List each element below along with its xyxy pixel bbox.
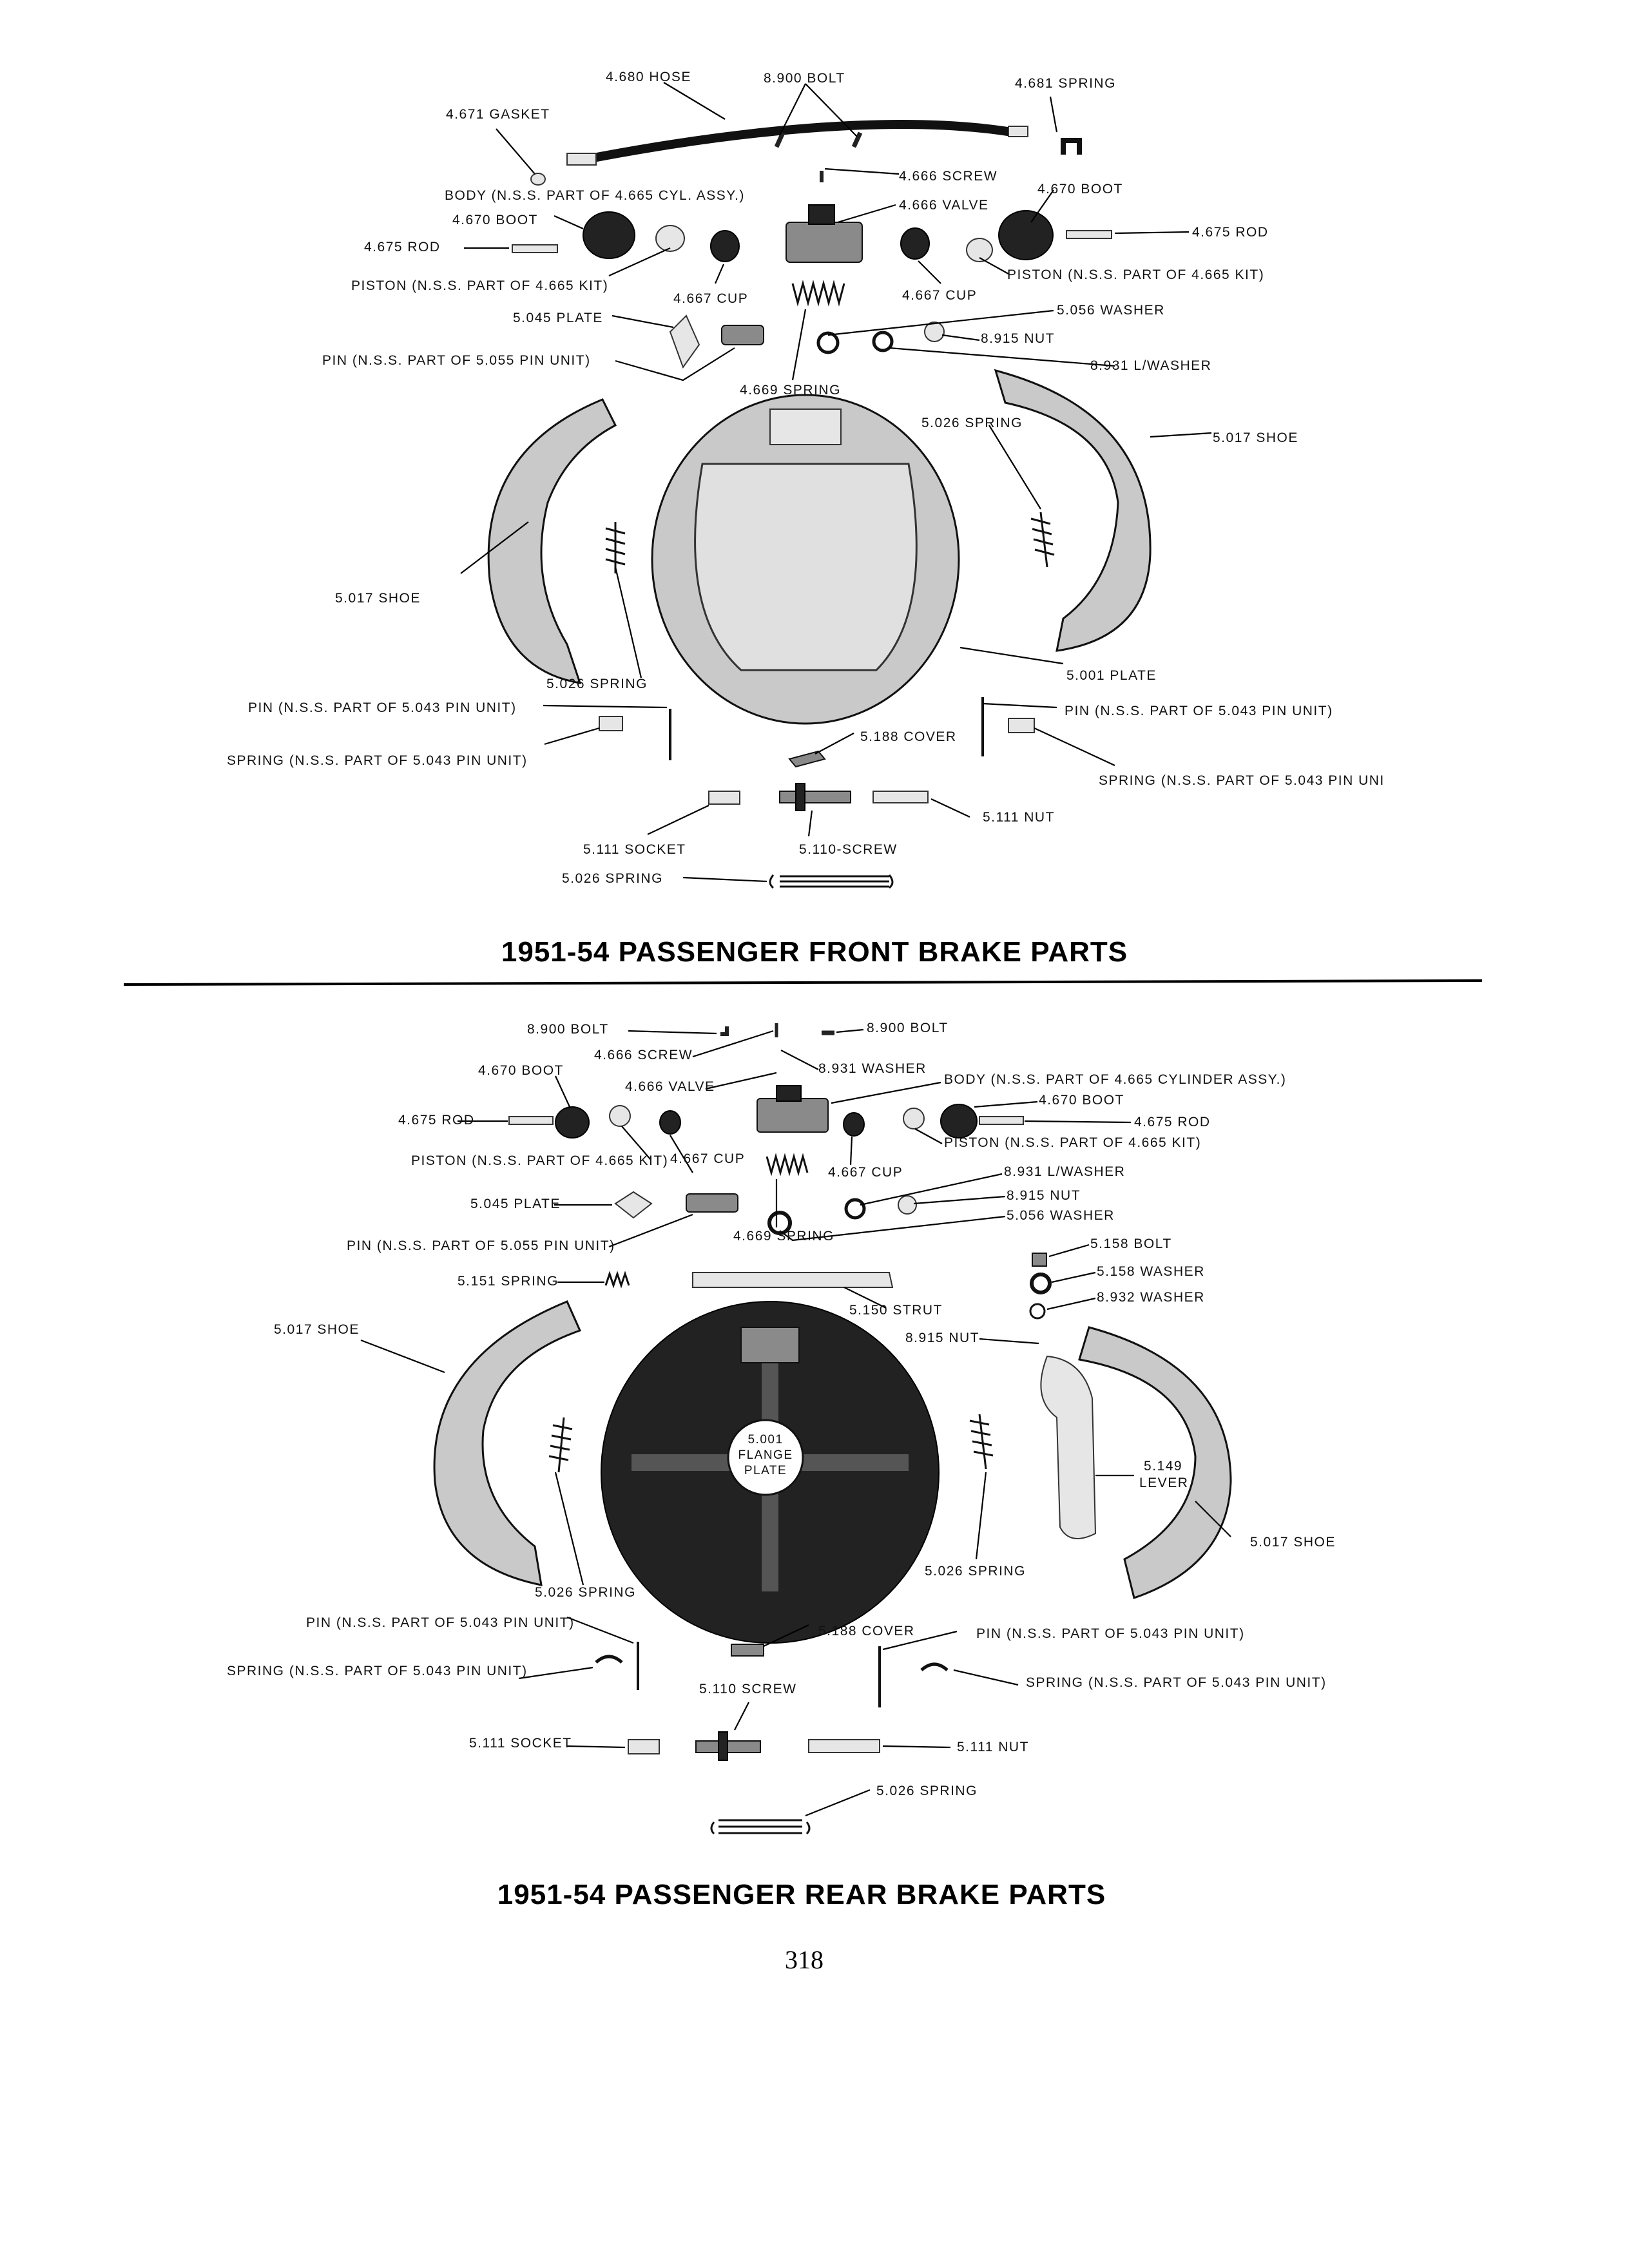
label-rear-spring-4669: 4.669 SPRING (733, 1229, 834, 1244)
label-rear-valve: 4.666 VALVE (625, 1079, 715, 1094)
rear-screw-star (718, 1732, 728, 1760)
piston-left (656, 226, 684, 251)
rear-cylinder-boss (776, 1086, 801, 1101)
adjuster-cover (789, 751, 825, 767)
backing-plate-raised-center (695, 464, 917, 670)
label-rear-cup-left: 4.667 CUP (670, 1151, 746, 1166)
rear-piston-left (610, 1106, 630, 1126)
rear-adjuster-plate (615, 1192, 651, 1218)
rear-shoe-spring-left (549, 1418, 572, 1472)
label-rear-rod-left: 4.675 ROD (398, 1113, 475, 1128)
label-rear-boot-right: 4.670 BOOT (1039, 1093, 1124, 1108)
adjuster-screw-star (796, 783, 805, 811)
label-hose: 4.680 HOSE (606, 70, 691, 84)
label-rear-shoe-left: 5.017 SHOE (274, 1322, 360, 1337)
label-rear-piston-left: PISTON (N.S.S. PART OF 4.665 KIT) (411, 1153, 669, 1168)
front-title: 1951-54 PASSENGER FRONT BRAKE PARTS (501, 936, 1128, 968)
label-rear-washer-8932: 8.932 WASHER (1097, 1290, 1205, 1305)
rear-rod-left (509, 1117, 553, 1124)
adjuster-nut (873, 791, 928, 803)
label-bolt: 8.900 BOLT (764, 71, 845, 86)
label-rear-boot-left: 4.670 BOOT (478, 1063, 564, 1078)
adjuster-screw (780, 791, 851, 803)
label-flange-1: 5.001 (747, 1433, 784, 1446)
label-rear-plate-5045: 5.045 PLATE (470, 1196, 561, 1211)
label-gasket: 4.671 GASKET (446, 107, 550, 122)
front-brake-diagram (227, 70, 1385, 968)
rear-brake-diagram (227, 1021, 1336, 1910)
label-pin-5043-right: PIN (N.S.S. PART OF 5.043 PIN UNIT) (1065, 704, 1333, 718)
label-screw: 4.666 SCREW (899, 169, 998, 184)
label-rear-strut: 5.150 STRUT (849, 1303, 943, 1318)
label-rear-washer-8931: 8.931 WASHER (818, 1061, 927, 1076)
label-rear-spring-5026-left: 5.026 SPRING (535, 1585, 636, 1600)
label-washer-5056: 5.056 WASHER (1057, 303, 1165, 318)
rear-washer-5158 (1032, 1274, 1050, 1293)
rear-strut (693, 1273, 892, 1287)
lock-washer (874, 332, 892, 351)
adjuster-socket (709, 791, 740, 804)
shoe-spring-left (606, 522, 625, 573)
label-rear-lever-2: LEVER (1139, 1475, 1189, 1490)
label-cup-right: 4.667 CUP (902, 288, 978, 303)
rear-cup-left (660, 1111, 680, 1134)
label-socket: 5.111 SOCKET (583, 842, 686, 857)
cup-left (711, 231, 739, 262)
nut-8915 (925, 322, 944, 341)
rear-plate-top-boss (741, 1327, 799, 1363)
label-rear-shoe-right: 5.017 SHOE (1250, 1535, 1336, 1550)
boot-right (999, 211, 1053, 260)
rear-washer-8932 (1030, 1304, 1045, 1318)
label-flange-2: FLANGE (738, 1448, 793, 1462)
label-rear-washer-5056: 5.056 WASHER (1007, 1208, 1115, 1223)
label-flange-3: PLATE (744, 1464, 787, 1477)
label-rear-lwasher: 8.931 L/WASHER (1004, 1164, 1126, 1179)
cup-right (901, 228, 929, 259)
label-screw-5110: 5.110-SCREW (799, 842, 898, 857)
label-rear-lever-1: 5.149 (1144, 1459, 1183, 1474)
rear-wheel-cylinder (757, 1099, 828, 1132)
rear-boot-left (555, 1107, 589, 1138)
label-nut-5111: 5.111 NUT (983, 810, 1055, 825)
rear-lwasher (846, 1200, 864, 1218)
rear-nut-8915 (898, 1196, 916, 1214)
label-valve: 4.666 VALVE (899, 198, 989, 213)
label-rear-piston-right: PISTON (N.S.S. PART OF 4.665 KIT) (944, 1135, 1202, 1150)
backing-plate-top-lug (770, 409, 841, 445)
label-rear-bolt-left: 8.900 BOLT (527, 1022, 609, 1037)
cylinder-top-boss (809, 205, 834, 224)
label-nut-8915: 8.915 NUT (981, 331, 1055, 346)
boot-left (583, 212, 635, 258)
adjuster-plate (670, 316, 699, 367)
label-rear-spring-5151: 5.151 SPRING (458, 1274, 559, 1289)
rear-bolt-left (720, 1026, 727, 1034)
label-piston-left: PISTON (N.S.S. PART OF 4.665 KIT) (351, 278, 609, 293)
rear-shoe-spring-right (970, 1414, 993, 1469)
label-rear-cover: 5.188 COVER (818, 1624, 915, 1639)
label-rear-pin-5043-right: PIN (N.S.S. PART OF 5.043 PIN UNIT) (976, 1626, 1245, 1641)
label-boot-right: 4.670 BOOT (1037, 182, 1123, 197)
label-spring-4669: 4.669 SPRING (740, 383, 841, 398)
label-rear-spring-5026-right: 5.026 SPRING (925, 1564, 1026, 1579)
cylinder-spring (793, 284, 844, 303)
label-spring-5043-right: SPRING (N.S.S. PART OF 5.043 PIN UNI (1099, 773, 1385, 788)
label-spring-5026-top: 5.026 SPRING (921, 416, 1023, 430)
label-rear-bolt-5158: 5.158 BOLT (1090, 1236, 1172, 1251)
rod-left (512, 245, 557, 253)
gasket (531, 173, 545, 185)
label-piston-right: PISTON (N.S.S. PART OF 4.665 KIT) (1007, 267, 1265, 282)
brake-hose (583, 124, 1012, 160)
rear-boot-right (941, 1104, 977, 1138)
label-rear-spring-5026-bottom: 5.026 SPRING (876, 1783, 978, 1798)
label-plate-5045: 5.045 PLATE (513, 311, 603, 325)
rear-hold-down-spring-right (921, 1664, 947, 1670)
label-shoe-right: 5.017 SHOE (1213, 430, 1298, 445)
label-rear-screw: 4.666 SCREW (594, 1048, 693, 1062)
rear-anchor-pin (686, 1194, 738, 1212)
label-body: BODY (N.S.S. PART OF 4.665 CYL. ASSY.) (445, 188, 745, 203)
label-spring-4681: 4.681 SPRING (1015, 76, 1116, 91)
label-cover: 5.188 COVER (860, 729, 957, 744)
label-rear-bolt-right: 8.900 BOLT (867, 1021, 949, 1035)
rear-nut-5111 (809, 1740, 880, 1753)
shoe-spring-right (1031, 512, 1054, 567)
label-rear-socket: 5.111 SOCKET (469, 1736, 572, 1751)
rear-bolt-5158 (1032, 1253, 1046, 1266)
label-rear-nut-8915: 8.915 NUT (1007, 1188, 1081, 1203)
label-rod-left: 4.675 ROD (364, 240, 441, 255)
hold-down-spring-right (1008, 718, 1034, 733)
rear-lever (1041, 1356, 1095, 1539)
rear-bottom-spring (711, 1820, 809, 1834)
label-rear-washer-5158: 5.158 WASHER (1097, 1264, 1205, 1279)
label-rear-cup-right: 4.667 CUP (828, 1165, 903, 1180)
label-rear-spring-5043-right: SPRING (N.S.S. PART OF 5.043 PIN UNIT) (1026, 1675, 1327, 1690)
rear-rod-right (979, 1117, 1023, 1124)
rear-spring-5151 (606, 1274, 629, 1285)
rear-piston-right (903, 1108, 924, 1129)
rear-cup-right (843, 1113, 864, 1136)
label-rear-body: BODY (N.S.S. PART OF 4.665 CYLINDER ASSY.) (944, 1072, 1287, 1087)
label-rear-screw-5110: 5.110 SCREW (699, 1682, 797, 1696)
label-rear-nut-8915b: 8.915 NUT (905, 1331, 980, 1345)
bottom-return-spring (770, 875, 892, 888)
label-rear-nut-5111: 5.111 NUT (957, 1740, 1029, 1754)
rod-right (1066, 231, 1112, 238)
rear-cover (731, 1644, 764, 1656)
rear-cylinder-spring (767, 1157, 807, 1173)
rear-socket (628, 1740, 659, 1754)
label-rear-pin-5055: PIN (N.S.S. PART OF 5.055 PIN UNIT) (347, 1238, 615, 1253)
label-spring-5026-left: 5.026 SPRING (546, 677, 648, 691)
label-pin-5055: PIN (N.S.S. PART OF 5.055 PIN UNIT) (322, 353, 591, 368)
brake-shoe-left (488, 399, 615, 683)
label-shoe-left: 5.017 SHOE (335, 591, 421, 606)
label-lwasher: 8.931 L/WASHER (1090, 358, 1212, 373)
washer-5056 (818, 333, 838, 352)
rear-shoe-left (434, 1302, 580, 1585)
label-pin-5043-left: PIN (N.S.S. PART OF 5.043 PIN UNIT) (248, 700, 517, 715)
hose-fitting-left (567, 153, 596, 165)
rear-hold-down-spring-left (596, 1657, 622, 1662)
label-rear-spring-5043-left: SPRING (N.S.S. PART OF 5.043 PIN UNIT) (227, 1664, 528, 1678)
hold-down-spring-left (599, 716, 622, 731)
anchor-pin (722, 325, 764, 345)
label-spring-5043-left: SPRING (N.S.S. PART OF 5.043 PIN UNIT) (227, 753, 528, 768)
label-rod-right: 4.675 ROD (1192, 225, 1269, 240)
label-cup-left: 4.667 CUP (673, 291, 749, 306)
label-rear-rod-right: 4.675 ROD (1134, 1115, 1211, 1129)
brake-shoe-right (996, 370, 1150, 651)
rear-title: 1951-54 PASSENGER REAR BRAKE PARTS (497, 1879, 1106, 1910)
label-rear-pin-5043-left: PIN (N.S.S. PART OF 5.043 PIN UNIT) (306, 1615, 575, 1630)
page-number: 318 (785, 1945, 824, 1974)
label-spring-5026-bottom: 5.026 SPRING (562, 871, 663, 886)
section-divider (124, 981, 1482, 985)
label-plate-5001: 5.001 PLATE (1066, 668, 1157, 683)
label-boot-left: 4.670 BOOT (452, 213, 538, 227)
hose-fitting-right (1008, 126, 1028, 137)
hose-clip-spring (1063, 140, 1079, 155)
wheel-cylinder-body (786, 222, 862, 262)
